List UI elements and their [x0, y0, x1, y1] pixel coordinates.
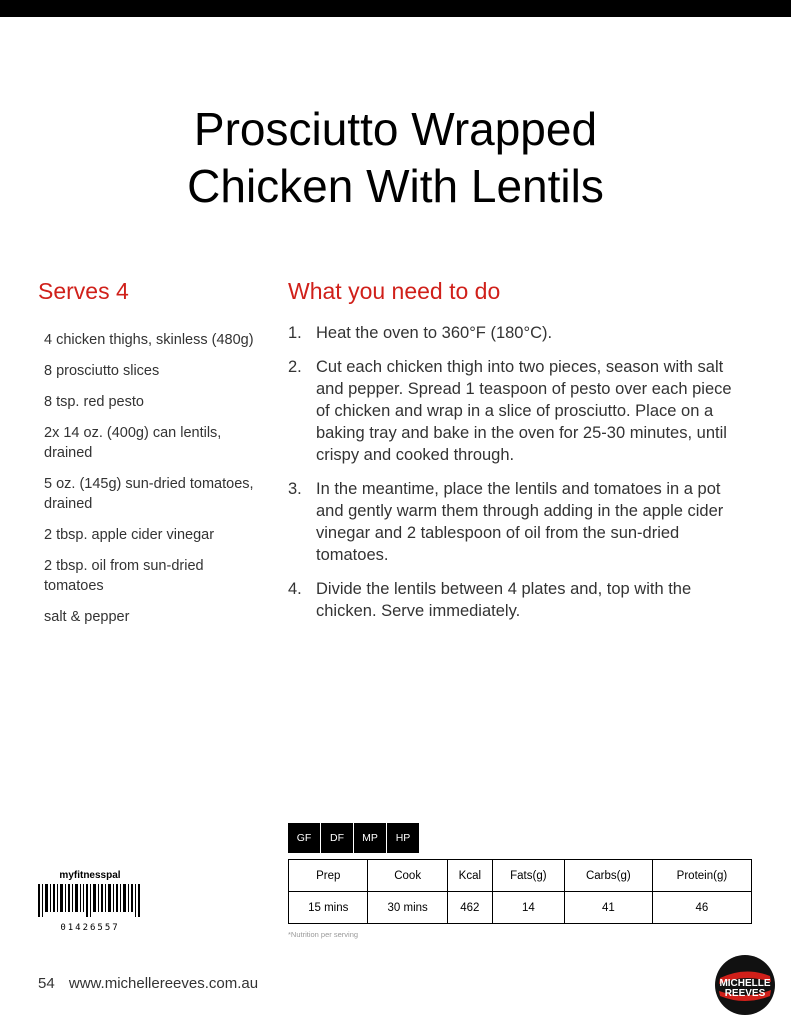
ingredient-item: 4 chicken thighs, skinless (480g)	[44, 332, 254, 348]
nutrition-header: Prep	[289, 860, 368, 892]
recipe-title	[0, 101, 791, 215]
barcode-number: 01426557	[60, 923, 120, 933]
nutrition-value: 14	[492, 892, 564, 924]
method-steps	[288, 322, 748, 634]
step-text: Divide the lentils between 4 plates and, top with the chicken. Serve immediately.	[316, 580, 692, 620]
page-footer	[38, 975, 258, 992]
title-line-1: Prosciutto Wrapped	[193, 103, 598, 155]
ingredient-item: 2 tbsp. oil from sun-dried tomatoes	[44, 558, 204, 594]
serves-heading: Serves 4	[38, 278, 129, 304]
nutrition-value: 46	[652, 892, 751, 924]
nutrition-note: *Nutrition per serving	[288, 930, 359, 939]
nutrition-value: 462	[447, 892, 492, 924]
method-step	[288, 356, 748, 466]
ingredient-item: salt & pepper	[44, 609, 130, 625]
method-step	[288, 478, 748, 566]
website-link[interactable]: www.michellereeves.com.au	[68, 975, 259, 992]
nutrition-value: 15 mins	[289, 892, 368, 924]
page-number: 54	[38, 975, 55, 992]
ingredient-item: 2 tbsp. apple cider vinegar	[44, 527, 215, 543]
ingredient-item: 8 prosciutto slices	[44, 363, 160, 379]
diet-tag-df: DF	[321, 823, 353, 853]
logo-line-1: MICHELLE	[719, 978, 771, 989]
ingredient-item: 5 oz. (145g) sun-dried tomatoes, drained	[44, 476, 254, 512]
nutrition-value-row	[289, 892, 752, 924]
diet-tag-mp: MP	[354, 823, 386, 853]
method-heading: What you need to do	[288, 278, 501, 304]
myfitnesspal-label: myfitnesspal	[59, 870, 121, 881]
step-number: 3.	[288, 480, 302, 498]
step-text: Heat the oven to 360°F (180°C).	[316, 324, 553, 342]
myfitnesspal-barcode-block	[38, 870, 142, 933]
barcode-icon	[38, 884, 140, 917]
nutrition-value: 30 mins	[368, 892, 447, 924]
step-number: 1.	[288, 324, 302, 342]
michelle-reeves-logo	[714, 954, 776, 1016]
ingredient-item: 2x 14 oz. (400g) can lentils, drained	[44, 425, 222, 461]
top-bar	[0, 0, 791, 17]
nutrition-header-row	[289, 860, 752, 892]
diet-tag-gf: GF	[288, 823, 320, 853]
nutrition-header: Carbs(g)	[564, 860, 652, 892]
step-number: 4.	[288, 580, 302, 598]
step-text: Cut each chicken thigh into two pieces, season with salt and pepper. Spread 1 teaspoon of pesto over each piece of chicken and wrap in a slice of prosciutto. Place on a baking tray and bake in the oven for 25-30 minutes, until crispy and cooked through.	[316, 358, 732, 464]
diet-tags	[288, 823, 420, 853]
diet-tag-hp: HP	[387, 823, 419, 853]
nutrition-header: Protein(g)	[652, 860, 751, 892]
nutrition-header: Kcal	[447, 860, 492, 892]
nutrition-header: Fats(g)	[492, 860, 564, 892]
step-number: 2.	[288, 358, 302, 376]
step-text: In the meantime, place the lentils and tomatoes in a pot and gently warm them through adding in the apple cider vinegar and 2 tablespoon of oil from the sun-dried tomatoes.	[316, 480, 724, 564]
nutrition-header: Cook	[368, 860, 447, 892]
nutrition-value: 41	[564, 892, 652, 924]
logo-line-2: REEVES	[724, 988, 766, 999]
nutrition-table	[288, 859, 752, 924]
ingredient-list	[44, 330, 259, 638]
method-step	[288, 322, 748, 344]
ingredient-item: 8 tsp. red pesto	[44, 394, 144, 410]
method-step	[288, 578, 748, 622]
title-line-2: Chicken With Lentils	[187, 160, 604, 212]
